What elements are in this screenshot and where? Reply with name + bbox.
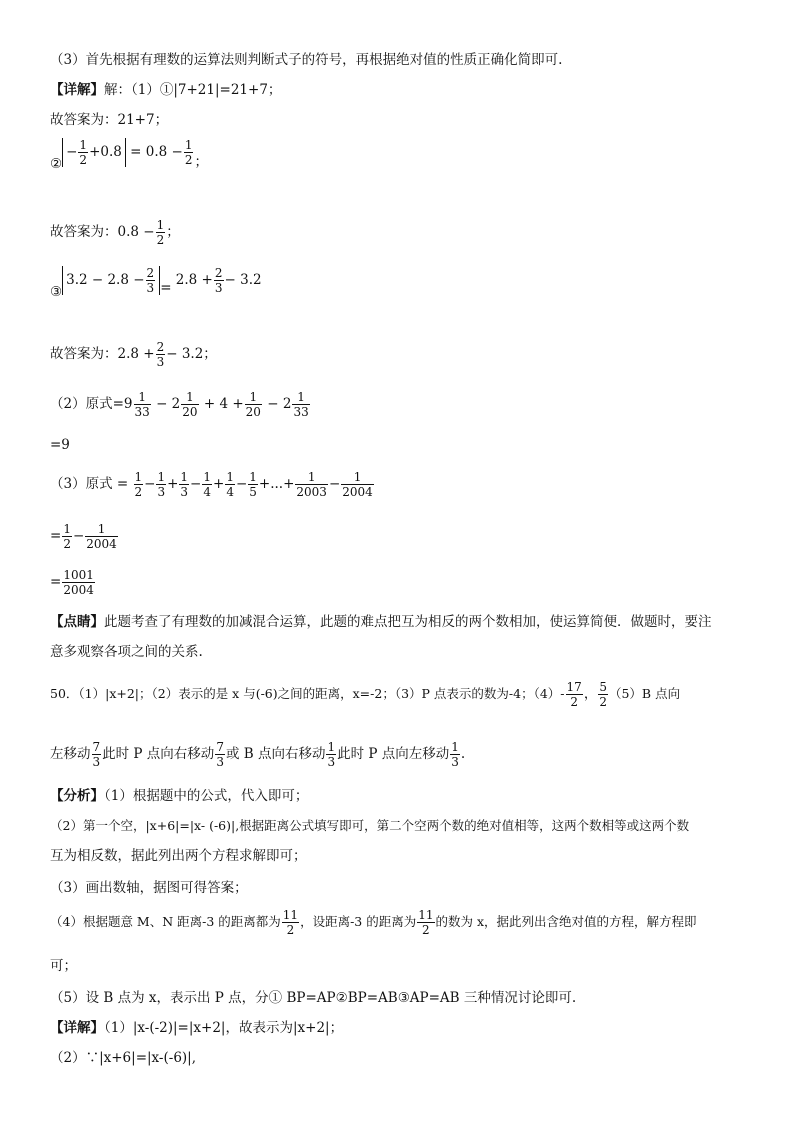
math-span: − 2 (267, 396, 292, 412)
fraction: $\frac{1001}{2004}$ (63, 568, 94, 597)
section-tag: 【详解】 (50, 1020, 104, 1036)
text-span: 的数为 x，据此列出含绝对值的方程，解方程即 (435, 914, 697, 929)
text-line: 互为相反数，据此列出两个方程求解即可； (50, 848, 307, 864)
text-span: 解：（1）①|7+21|=21+7； (104, 82, 282, 98)
math-span: = (50, 574, 62, 590)
math-line (50, 390, 311, 419)
text-span: ，设距离-3 的距离为 (300, 914, 417, 929)
math-span: 2.8 + (117, 346, 155, 362)
math-span: ； (194, 154, 208, 170)
math-line (50, 266, 262, 302)
math-span: = 0.8 − (130, 144, 183, 160)
math-line (50, 908, 697, 937)
math-span: 2.8 + (175, 272, 213, 288)
fraction: $\frac{1}{2}$ (79, 138, 88, 167)
text-span: 50．（1）|x+2|；（2）表示的是 x 与(-6)之间的距离，x=-2；（3）P 点表示的数为-4；（4）- (50, 686, 565, 701)
fraction: $\frac{1}{2004}$ (86, 522, 117, 551)
text-span: （1）|x-(-2)|=|x+2|，故表示为|x+2|； (104, 1020, 344, 1036)
text-line (50, 612, 712, 632)
math-span: 9 (123, 396, 133, 412)
circled-number: ② (50, 156, 63, 172)
math-span: − 3.2 (166, 346, 204, 362)
text-line: （2）第一个空，|x+6|=|x- (-6)|,根据距离公式填写即可，第二个空两个数的绝对值相等，这两个数相等或这两个数 (50, 818, 690, 833)
math-span: = (50, 528, 62, 544)
fraction: $\frac{1}{2}$ (134, 470, 143, 499)
math-span: ； (166, 224, 180, 240)
text-span: （3）原式 = (50, 476, 129, 492)
fraction: $\frac{7}{3}$ (92, 740, 101, 769)
fraction: $\frac{7}{3}$ (216, 740, 224, 769)
text-line: （3）首先根据有理数的运算法则判断式子的符号，再根据绝对值的性质正确化简即可. (50, 52, 563, 68)
fraction: $\frac{1}{2}$ (63, 522, 71, 551)
answer-label: 故答案为： (50, 346, 118, 362)
math-span: + 4 + (203, 396, 244, 412)
fraction: $\frac{1}{3}$ (180, 470, 189, 499)
math-span: ， (583, 686, 598, 702)
fraction: $\frac{1}{3}$ (157, 470, 166, 499)
section-tag: 【分析】 (50, 788, 104, 804)
text-span: 此时 P 点向左移动 (337, 746, 450, 762)
fraction: $\frac{1}{5}$ (249, 470, 257, 499)
section-tag: 【详解】 (50, 82, 104, 98)
fraction: $\frac{1}{2}$ (184, 138, 193, 167)
math-line (50, 568, 96, 597)
fraction: $\frac{1}{20}$ (182, 390, 198, 419)
fraction: $\frac{2}{3}$ (156, 340, 165, 369)
text-span: 此时 P 点向右移动 (102, 746, 215, 762)
absolute-value: − $\frac{1}{2}$ +0.8 (62, 138, 126, 167)
math-span: − (72, 528, 85, 544)
circled-number: ③ (50, 284, 63, 300)
answer-label: 故答案为： (50, 224, 118, 240)
text-line: 意多观察各项之间的关系. (50, 644, 203, 660)
text-line (50, 1018, 343, 1038)
text-span: 此题考查了有理数的加减混合运算，此题的难点把互为相反的两个数相加，使运算简便．做题时，要注 (104, 614, 712, 630)
math-span: 0.8 − (117, 224, 155, 240)
math-span: ； (203, 346, 217, 362)
text-line: （5）设 B 点为 x，表示出 P 点，分① BP=AP②BP=AB③AP=AB 三种情况讨论即可. (50, 990, 577, 1006)
text-span: （4）根据题意 M、N 距离-3 的距离都为 (50, 914, 281, 929)
math-span: +...+ (258, 476, 295, 492)
fraction: $\frac{11}{2}$ (282, 908, 299, 937)
fraction: $\frac{5}{2}$ (599, 680, 607, 709)
math-line (50, 340, 217, 369)
text-span: （2）原式= (50, 396, 124, 412)
math-line (50, 680, 680, 709)
fraction: $\frac{1}{2003}$ (296, 470, 327, 499)
text-line: （2）∵|x+6|=|x-(-6)|, (50, 1050, 197, 1066)
fraction: $\frac{1}{3}$ (327, 740, 336, 769)
text-span: （5）B 点向 (608, 686, 681, 701)
fraction: $\frac{1}{3}$ (451, 740, 459, 769)
math-line (50, 740, 465, 769)
text-span: （1）根据题中的公式，代入即可； (104, 788, 309, 804)
math-span: − 3.2 (224, 272, 262, 288)
fraction: $\frac{1}{2004}$ (342, 470, 373, 499)
fraction: $\frac{2}{3}$ (214, 266, 223, 295)
math-line (50, 522, 119, 551)
text-span: . (460, 746, 466, 762)
math-line (50, 138, 208, 174)
math-span: = (160, 280, 172, 296)
text-line (50, 786, 308, 806)
math-span: − 2 (156, 396, 181, 412)
fraction: $\frac{1}{33}$ (293, 390, 309, 419)
section-tag: 【点睛】 (50, 614, 104, 630)
fraction: $\frac{1}{4}$ (203, 470, 211, 499)
text-line: 故答案为：21+7； (50, 112, 169, 128)
text-span: 左移动 (50, 746, 91, 762)
math-line: （3）原式 = $\frac{1}{2}$ − $\frac{1}{3}$ + $\frac{1}{3}$ − $\frac{1}{4}$ + $\frac{1}{4}$ − $\frac{1}{5}$ +...+ $\frac{1}{2003}$ − $\frac{1}{2004}$ (50, 470, 373, 499)
math-line (50, 218, 180, 247)
text-line: 可； (50, 958, 77, 974)
text-line (50, 80, 281, 100)
fraction: $\frac{1}{20}$ (245, 390, 261, 419)
text-line: =9 (50, 437, 70, 453)
fraction: $\frac{17}{2}$ (566, 680, 582, 709)
fraction: $\frac{2}{3}$ (146, 266, 155, 295)
text-line: （3）画出数轴，据图可得答案； (50, 880, 248, 896)
fraction: $\frac{1}{33}$ (134, 390, 150, 419)
fraction: $\frac{11}{2}$ (418, 908, 434, 937)
text-span: 或 B 点向右移动 (225, 746, 326, 762)
fraction: $\frac{1}{2}$ (156, 218, 165, 247)
fraction: $\frac{1}{4}$ (226, 470, 234, 499)
math-span: − (328, 476, 341, 492)
absolute-value: 3.2 − 2.8 − $\frac{2}{3}$ (62, 266, 160, 295)
